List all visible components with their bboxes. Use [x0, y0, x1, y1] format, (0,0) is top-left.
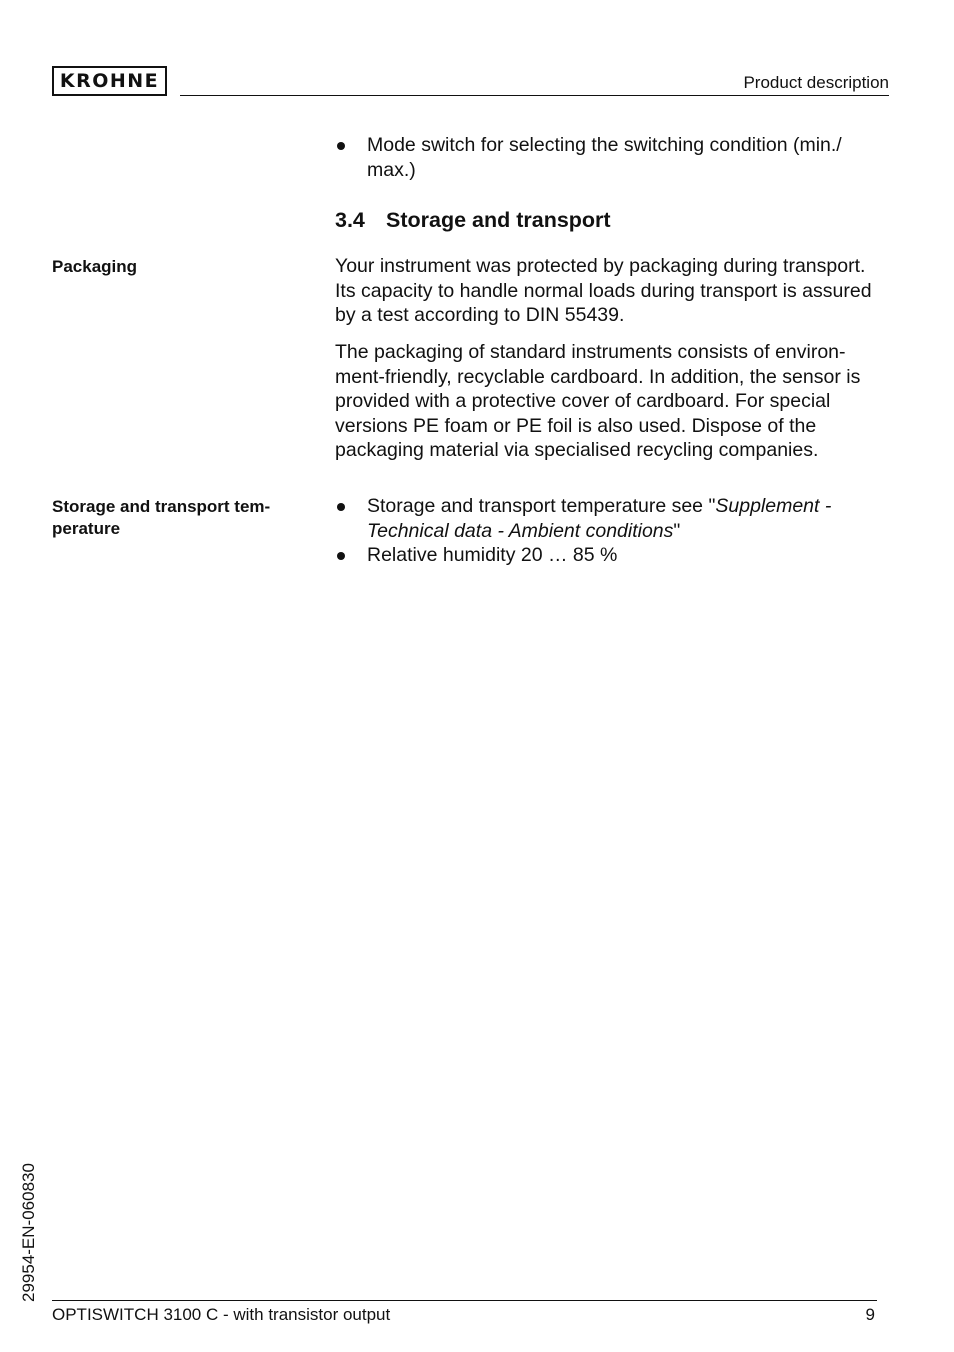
header-rule — [180, 95, 889, 96]
side-label-packaging: Packaging — [52, 257, 138, 276]
krohne-logo — [52, 66, 167, 96]
bullet-dot-icon — [337, 503, 345, 511]
bullet-dot-icon — [337, 142, 345, 150]
list-item-mode-switch — [335, 133, 890, 182]
footer-rule — [52, 1300, 877, 1301]
bullet-text-prefix: Storage and transport temperature see " — [367, 495, 716, 517]
bullet-dot-icon — [337, 552, 345, 560]
packaging-paragraph-1: Your instrument was protected by packaging during transport. Its capacity to handle normal loads during transport is assured by a test according to DIN 55439. — [335, 255, 872, 326]
footer-product-title: OPTISWITCH 3100 C - with transistor output — [52, 1305, 391, 1324]
section-heading — [335, 208, 611, 233]
side-label-storage-temperature: Storage and transport tem-perature — [52, 497, 271, 538]
bullet-text: Relative humidity 20 … 85 % — [367, 544, 618, 566]
logo-text: KROHNE — [59, 70, 160, 92]
section-title: Storage and transport — [386, 208, 611, 232]
bullet-text: Mode switch for selecting the switching condition (min./ max.) — [367, 134, 842, 181]
list-item-storage-temperature — [335, 494, 890, 543]
packaging-paragraph-2: The packaging of standard instruments consists of environ-ment-friendly, recyclable cardboard. In addition, the sensor is provided with a protective cover of cardboard. For special versions PE foam or PE foil is also used. Dispose of the packaging material via specialised recycling companies. — [335, 341, 861, 461]
bullet-text — [367, 494, 890, 543]
page-number: 9 — [865, 1305, 875, 1324]
cross-reference: Supplement - Technical data - Ambient conditions — [367, 495, 832, 542]
bullet-text-suffix: " — [673, 519, 681, 542]
header-section-title: Product description — [743, 73, 889, 92]
section-number: 3.4 — [335, 208, 365, 232]
list-item-relative-humidity — [335, 543, 890, 568]
document-code: 29954-EN-060830 — [19, 1163, 38, 1302]
